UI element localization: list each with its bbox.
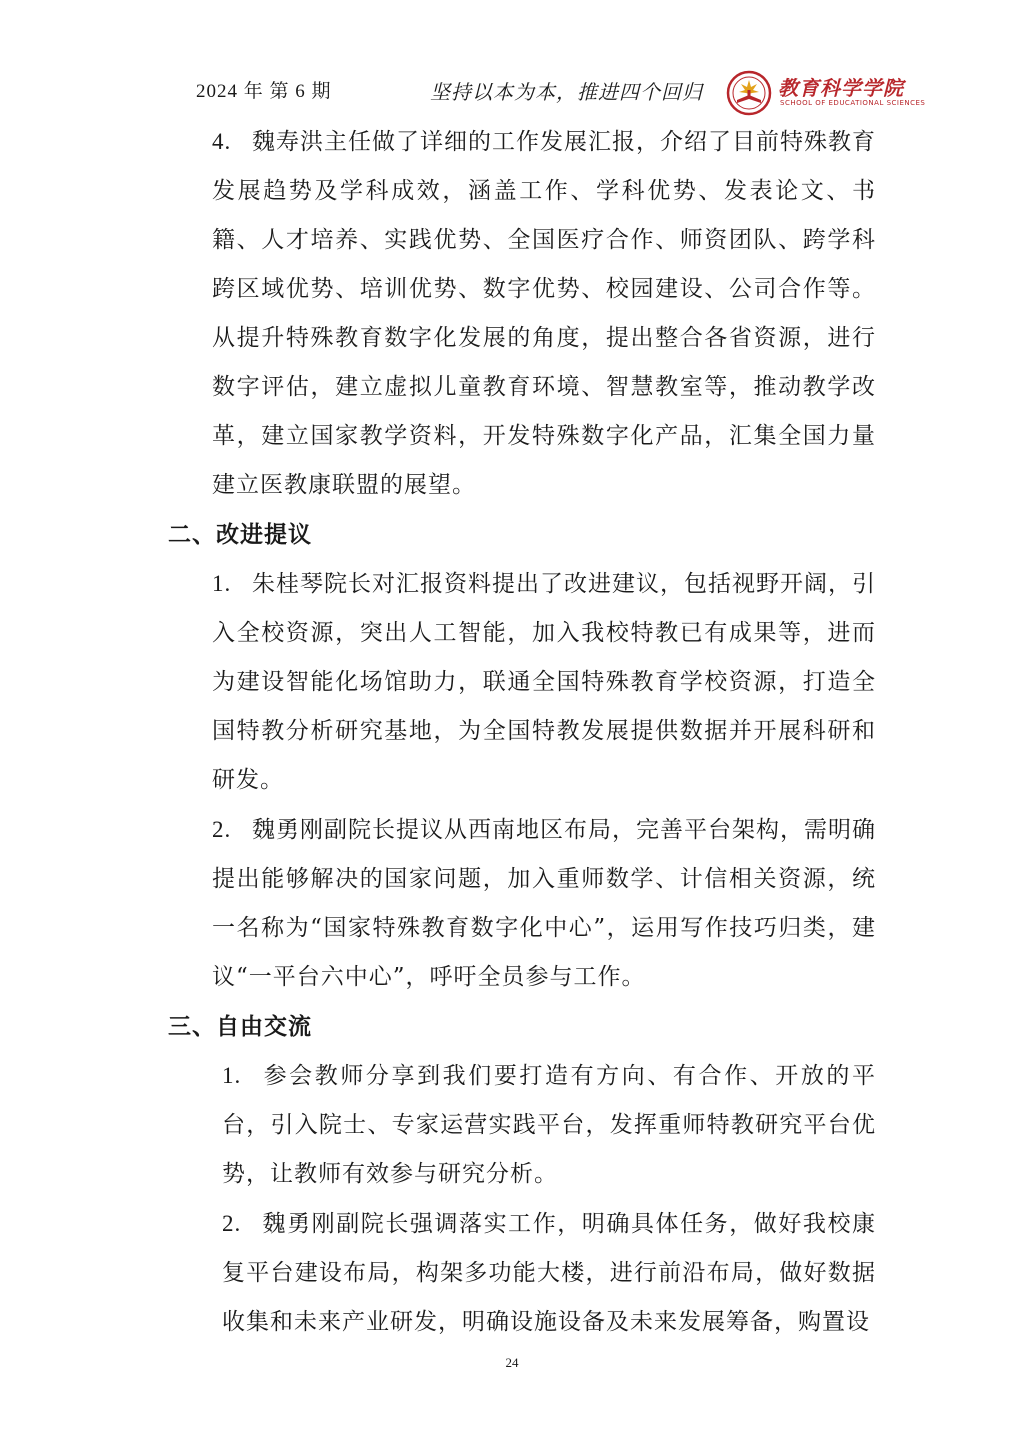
paragraph-3-2	[156, 1199, 876, 1347]
paragraph-text: 参会教师分享到我们要打造有方向、有合作、开放的平台，引入院士、专家运营实践平台，发挥重师特教研究平台优势，让教师有效参与研究分析。	[222, 1063, 876, 1187]
paragraph-3-1	[156, 1051, 876, 1199]
paragraph-2-2	[156, 805, 876, 1002]
paragraph-number: 4.	[212, 129, 232, 154]
paragraph-text: 魏寿洪主任做了详细的工作发展汇报，介绍了目前特殊教育发展趋势及学科成效，涵盖工作、学科优势、发表论文、书籍、人才培养、实践优势、全国医疗合作、师资团队、跨学科跨区域优势、培训优势、数字优势、校园建设、公司合作等。从提升特殊教育数字化发展的角度，提出整合各省资源，进行数字评估，建立虚拟儿童教育环境、智慧教室等，推动教学改革，建立国家教学资料，开发特殊数字化产品，汇集全国力量建立医教康联盟的展望。	[212, 129, 876, 498]
paragraph-number: 2.	[222, 1211, 242, 1236]
paragraph-text: 魏勇刚副院长强调落实工作，明确具体任务，做好我校康复平台建设布局，构架多功能大楼，进行前沿布局，做好数据收集和未来产业研发，明确设施设备及未来发展筹备，购置设	[222, 1211, 876, 1335]
school-logo	[726, 70, 926, 116]
document-body	[156, 117, 876, 1347]
paragraph-4	[156, 117, 876, 510]
paragraph-2-1	[156, 559, 876, 805]
page-header	[0, 70, 1024, 110]
section-heading-free-discussion: 三、自由交流	[168, 1013, 312, 1040]
paragraph-number: 2.	[212, 817, 232, 842]
motto-label: 坚持以本为本，推进四个回归	[430, 80, 703, 104]
logo-subtitle: SCHOOL OF EDUCATIONAL SCIENCES	[780, 99, 926, 107]
issue-label: 2024 年 第 6 期	[196, 81, 332, 102]
page-number: 24	[505, 1355, 519, 1370]
paragraph-number: 1.	[222, 1063, 242, 1088]
section-heading-improvements: 二、改进提议	[168, 521, 312, 548]
paragraph-text: 魏勇刚副院长提议从西南地区布局，完善平台架构，需明确提出能够解决的国家问题，加入重师数学、计信相关资源，统一名称为“国家特殊教育数字化中心”，运用写作技巧归类，建议“一平台六中心”，呼吁全员参与工作。	[212, 817, 876, 990]
paragraph-number: 1.	[212, 571, 232, 596]
seal-icon	[726, 70, 772, 116]
paragraph-text: 朱桂琴院长对汇报资料提出了改进建议，包括视野开阔，引入全校资源，突出人工智能，加入我校特教已有成果等，进而为建设智能化场馆助力，联通全国特殊教育学校资源，打造全国特教分析研究基地，为全国特教发展提供数据并开展科研和研发。	[212, 571, 876, 793]
logo-title: 教育科学学院	[778, 76, 904, 100]
